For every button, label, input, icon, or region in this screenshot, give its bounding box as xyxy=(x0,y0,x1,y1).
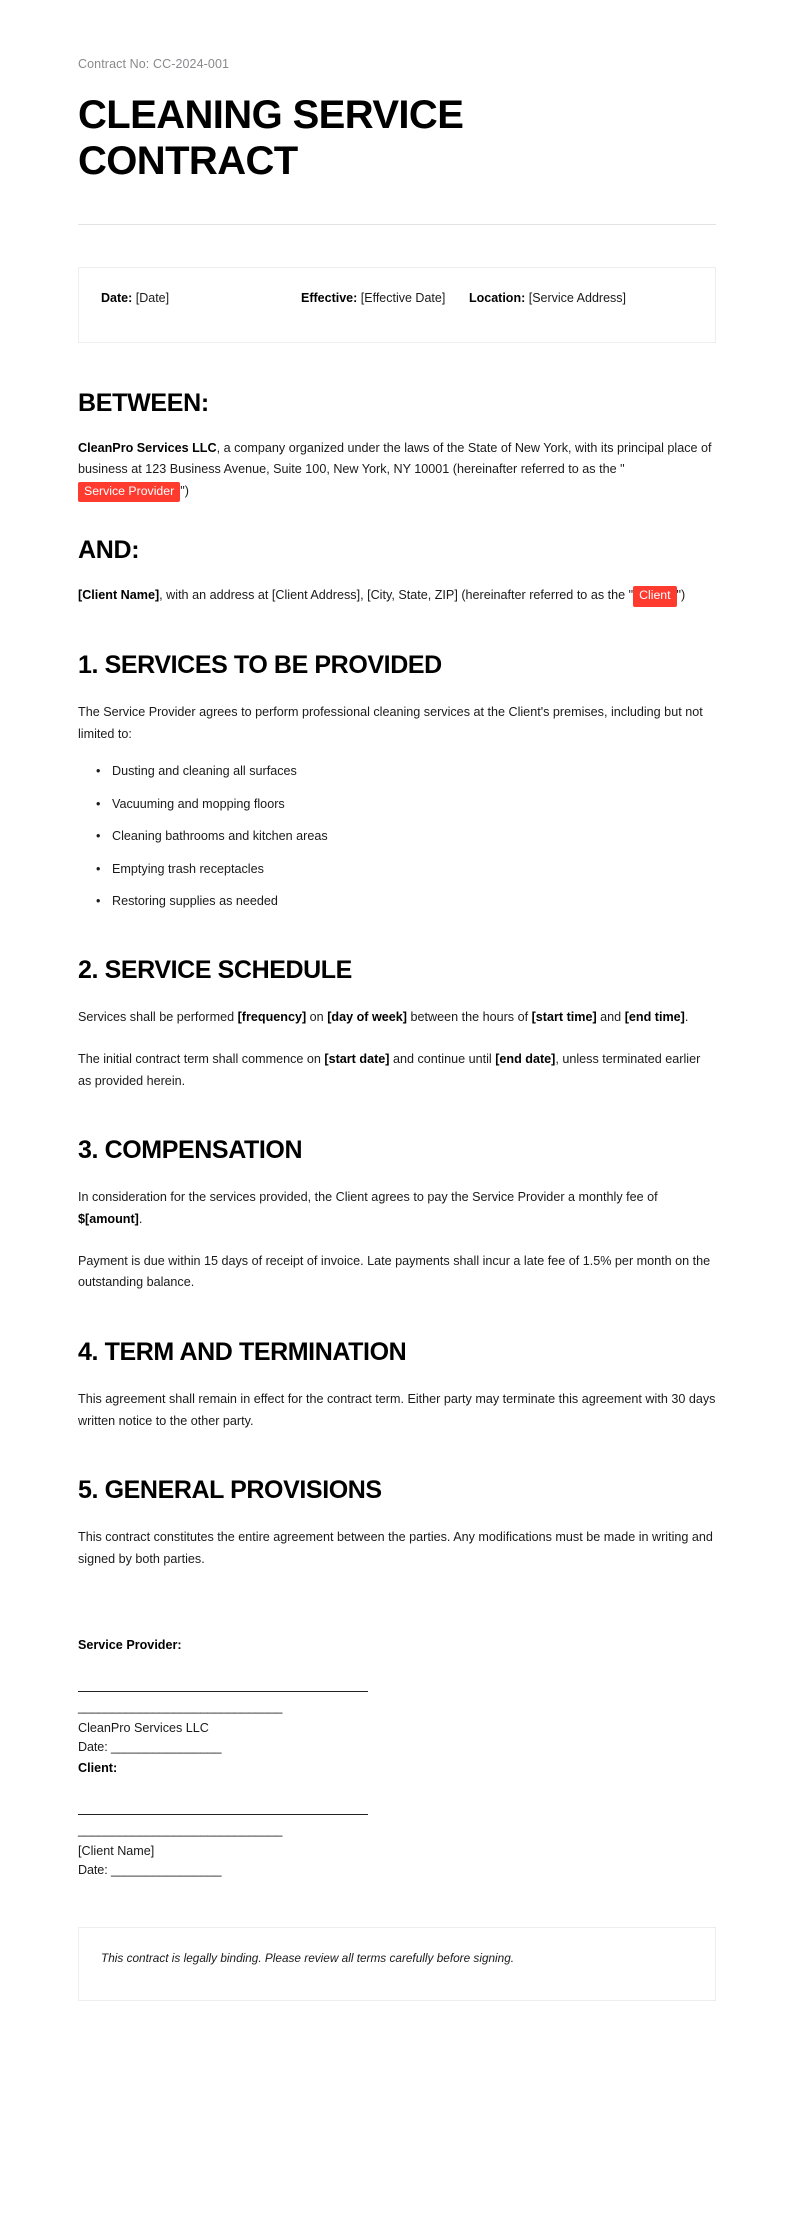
meta-location-value: [Service Address] xyxy=(528,290,626,305)
services-list xyxy=(78,761,716,912)
section-compensation xyxy=(78,1136,716,1294)
s2-p1-a: Services shall be performed xyxy=(78,1010,238,1025)
provider-name: CleanPro Services LLC xyxy=(78,440,217,455)
s2-p1-c: between the hours of xyxy=(406,1010,532,1025)
signature-provider-underscores: ______________________________ xyxy=(78,1699,283,1714)
s2-end-date-placeholder: [end date] xyxy=(495,1052,556,1067)
s2-end-time-placeholder: [end time] xyxy=(624,1010,685,1025)
signature-block-client xyxy=(78,1758,716,1881)
signature-client-role: Client: xyxy=(78,1760,118,1775)
party-client-block xyxy=(78,536,716,607)
section-general-provisions xyxy=(78,1476,716,1570)
contract-meta-box xyxy=(78,267,716,343)
contract-number: Contract No: CC-2024-001 xyxy=(78,57,230,71)
section-1-heading: 1. SERVICES TO BE PROVIDED xyxy=(78,651,442,680)
legal-note-box xyxy=(78,1927,716,2001)
party-provider-block xyxy=(78,389,716,503)
section-3-paragraph-1 xyxy=(78,1187,716,1230)
list-item: • Cleaning bathrooms and kitchen areas xyxy=(112,826,716,847)
signature-block-provider xyxy=(78,1635,716,1758)
list-item: • Dusting and cleaning all surfaces xyxy=(112,761,716,782)
between-heading: BETWEEN: xyxy=(78,388,209,417)
signature-provider-role: Service Provider: xyxy=(78,1637,182,1652)
s2-p2-a: The initial contract term shall commence on xyxy=(78,1052,325,1067)
client-defined-term-chip: Client xyxy=(633,586,676,606)
provider-text-1: , a company organized under the laws of the State of New York, with its principal place of business at 123 Business Avenue, Suite 100, New York, NY 10001 (hereinafter referred to as the " xyxy=(78,440,712,477)
section-term-termination xyxy=(78,1338,716,1432)
document-header xyxy=(78,56,716,184)
section-2-heading: 2. SERVICE SCHEDULE xyxy=(78,956,352,985)
signature-client-name: [Client Name] xyxy=(78,1843,155,1858)
meta-date-value: [Date] xyxy=(135,290,170,305)
s2-p1-b: on xyxy=(306,1010,328,1025)
s2-start-time-placeholder: [start time] xyxy=(531,1010,597,1025)
section-schedule xyxy=(78,956,716,1092)
section-3-paragraph-2: Payment is due within 15 days of receipt of invoice. Late payments shall incur a late fee of 1.5% per month on the outstanding balance. xyxy=(78,1253,711,1290)
signature-provider-line[interactable] xyxy=(78,1691,368,1692)
signature-area xyxy=(78,1635,716,1881)
signature-client-underscores: ______________________________ xyxy=(78,1822,283,1837)
s2-p2-c: , unless terminated earlier as provided herein. xyxy=(78,1052,701,1088)
section-1-intro: The Service Provider agrees to perform professional cleaning services at the Client's premises, including but not limited to: xyxy=(78,705,703,741)
section-4-heading: 4. TERM AND TERMINATION xyxy=(78,1338,407,1367)
and-heading: AND: xyxy=(78,536,140,565)
section-4-paragraph-1: This agreement shall remain in effect for the contract term. Either party may terminate this agreement with 30 days written notice to the other party. xyxy=(78,1392,716,1428)
meta-location-label: Location: xyxy=(469,290,526,305)
client-name: [Client Name] xyxy=(78,588,160,603)
client-text-1: , with an address at [Client Address], [City, State, ZIP] (hereinafter referred to as the " xyxy=(159,588,634,603)
meta-effective-value: [Effective Date] xyxy=(360,290,446,305)
list-item: • Vacuuming and mopping floors xyxy=(112,794,716,815)
s3-amount-placeholder: $[amount] xyxy=(78,1212,139,1227)
page-title: CLEANING SERVICE CONTRACT xyxy=(78,92,464,183)
provider-paragraph xyxy=(78,438,716,503)
signature-client-line[interactable] xyxy=(78,1814,368,1815)
meta-effective-label: Effective: xyxy=(301,290,358,305)
provider-text-2: ") xyxy=(180,483,189,498)
s2-p2-b: and continue until xyxy=(389,1052,496,1067)
s3-p1-b: . xyxy=(138,1212,143,1227)
s2-frequency-placeholder: [frequency] xyxy=(237,1010,307,1025)
provider-defined-term-chip: Service Provider xyxy=(78,482,180,502)
section-5-heading: 5. GENERAL PROVISIONS xyxy=(78,1476,382,1505)
s2-p1-d: and xyxy=(596,1010,625,1025)
list-item: • Emptying trash receptacles xyxy=(112,859,716,880)
s2-p1-e: . xyxy=(684,1010,689,1025)
section-2-paragraph-2 xyxy=(78,1049,716,1092)
client-text-2: ") xyxy=(676,588,686,603)
section-services xyxy=(78,651,716,912)
s3-p1-a: In consideration for the services provided, the Client agrees to pay the Service Provider a monthly fee of xyxy=(78,1190,658,1205)
client-paragraph xyxy=(78,585,716,607)
s2-day-placeholder: [day of week] xyxy=(327,1010,407,1025)
signature-provider-name: CleanPro Services LLC xyxy=(78,1720,209,1735)
signature-client-date[interactable]: Date: ________________ xyxy=(78,1863,222,1878)
s2-start-date-placeholder: [start date] xyxy=(324,1052,390,1067)
meta-effective xyxy=(301,289,469,307)
legal-note-text: This contract is legally binding. Please review all terms carefully before signing. xyxy=(101,1950,515,1965)
meta-location xyxy=(469,289,693,307)
meta-date-label: Date: xyxy=(101,290,133,305)
section-3-heading: 3. COMPENSATION xyxy=(78,1136,303,1165)
meta-date xyxy=(101,289,301,307)
section-5-paragraph-1: This contract constitutes the entire agreement between the parties. Any modifications must be made in writing and signed by both parties. xyxy=(78,1530,713,1567)
section-2-paragraph-1 xyxy=(78,1007,716,1029)
header-divider xyxy=(78,224,716,225)
signature-provider-date[interactable]: Date: ________________ xyxy=(78,1740,222,1755)
list-item: • Restoring supplies as needed xyxy=(112,891,716,912)
